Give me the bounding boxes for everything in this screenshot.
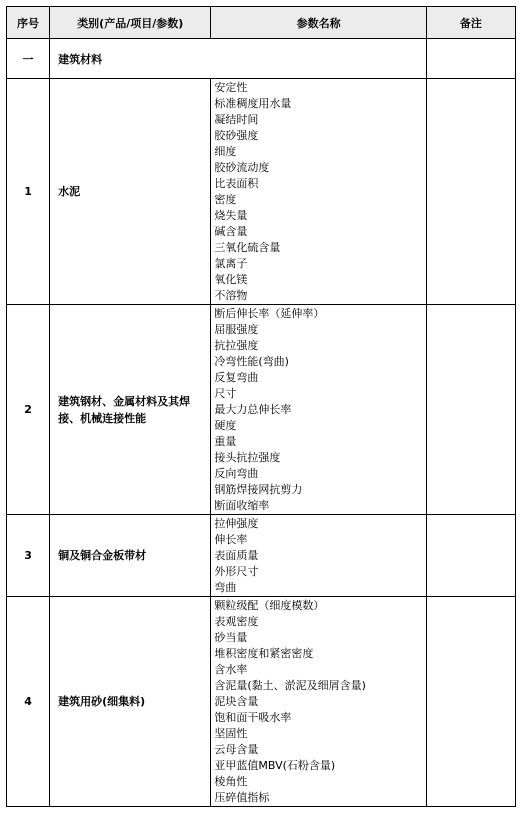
param-list <box>214 305 425 514</box>
table-row <box>7 515 516 597</box>
param-item: 棱角性 <box>214 775 248 788</box>
category-cell <box>50 79 211 305</box>
param-item: 颗粒级配（细度模数） <box>214 599 325 612</box>
param-cell <box>211 305 426 515</box>
param-item: 氯离子 <box>214 257 248 270</box>
param-item: 拉伸强度 <box>214 517 259 530</box>
parameter-table <box>6 6 516 807</box>
param-item: 屈服强度 <box>214 323 259 336</box>
param-item: 表观密度 <box>214 615 259 628</box>
param-cell <box>211 597 426 807</box>
param-item: 最大力总伸长率 <box>214 403 292 416</box>
param-item: 压碎值指标 <box>214 791 270 804</box>
param-item: 含泥量(黏土、淤泥及细屑含量) <box>214 679 366 692</box>
param-item: 标准稠度用水量 <box>214 97 292 110</box>
row-number: 1 <box>7 79 50 305</box>
param-list <box>214 79 425 304</box>
row-number: 2 <box>7 305 50 515</box>
param-item: 胶砂强度 <box>214 129 259 142</box>
param-item: 氧化镁 <box>214 273 248 286</box>
param-item: 堆积密度和紧密密度 <box>214 647 314 660</box>
table-row <box>7 597 516 807</box>
param-cell <box>211 79 426 305</box>
param-item: 安定性 <box>214 81 248 94</box>
param-item: 砂当量 <box>214 631 248 644</box>
param-item: 断后伸长率（延伸率） <box>214 307 325 320</box>
param-item: 重量 <box>214 435 237 448</box>
header-no: 序号 <box>7 7 50 39</box>
note-cell <box>426 515 515 597</box>
note-cell <box>426 79 515 305</box>
param-item: 不溶物 <box>214 289 248 302</box>
param-item: 伸长率 <box>214 533 248 546</box>
header-category: 类别(产品/项目/参数) <box>50 7 211 39</box>
param-item: 外形尺寸 <box>214 565 259 578</box>
param-item: 云母含量 <box>214 743 259 756</box>
table-row <box>7 79 516 305</box>
param-item: 冷弯性能(弯曲) <box>214 355 289 368</box>
param-item: 反复弯曲 <box>214 371 259 384</box>
param-item: 抗拉强度 <box>214 339 259 352</box>
param-item: 钢筋焊接网抗剪力 <box>214 483 303 496</box>
param-list <box>214 597 425 806</box>
category-label: 水泥 <box>58 185 81 198</box>
header-param: 参数名称 <box>211 7 426 39</box>
category-label: 建筑用砂(细集料) <box>58 695 146 708</box>
table-header-row <box>7 7 516 39</box>
param-item: 表面质量 <box>214 549 259 562</box>
category-label: 建筑钢材、金属材料及其焊接、机械连接性能 <box>58 394 191 425</box>
param-item: 三氧化硫含量 <box>214 241 281 254</box>
table-body <box>7 39 516 807</box>
param-item: 接头抗拉强度 <box>214 451 281 464</box>
section-row <box>7 39 516 79</box>
header-note: 备注 <box>426 7 515 39</box>
category-cell <box>50 305 211 515</box>
param-item: 碱含量 <box>214 225 248 238</box>
section-note-cell <box>426 39 515 79</box>
param-item: 尺寸 <box>214 387 237 400</box>
category-cell <box>50 597 211 807</box>
param-item: 胶砂流动度 <box>214 161 270 174</box>
param-item: 泥块含量 <box>214 695 259 708</box>
param-item: 反向弯曲 <box>214 467 259 480</box>
row-number: 4 <box>7 597 50 807</box>
note-cell <box>426 305 515 515</box>
section-title: 建筑材料 <box>50 39 427 79</box>
param-item: 硬度 <box>214 419 237 432</box>
param-cell <box>211 515 426 597</box>
param-item: 饱和面干吸水率 <box>214 711 292 724</box>
param-list <box>214 515 425 596</box>
param-item: 密度 <box>214 193 237 206</box>
param-item: 亚甲蓝值MBV(石粉含量) <box>214 759 336 772</box>
param-item: 细度 <box>214 145 237 158</box>
row-number: 3 <box>7 515 50 597</box>
param-item: 凝结时间 <box>214 113 259 126</box>
param-item: 烧失量 <box>214 209 248 222</box>
table-row <box>7 305 516 515</box>
param-item: 弯曲 <box>214 581 237 594</box>
note-cell <box>426 597 515 807</box>
section-number: 一 <box>7 39 50 79</box>
param-item: 比表面积 <box>214 177 259 190</box>
param-item: 坚固性 <box>214 727 248 740</box>
category-label: 铜及铜合金板带材 <box>58 549 147 562</box>
parameter-table-container <box>6 6 516 807</box>
category-cell <box>50 515 211 597</box>
param-item: 断面收缩率 <box>214 499 270 512</box>
param-item: 含水率 <box>214 663 248 676</box>
